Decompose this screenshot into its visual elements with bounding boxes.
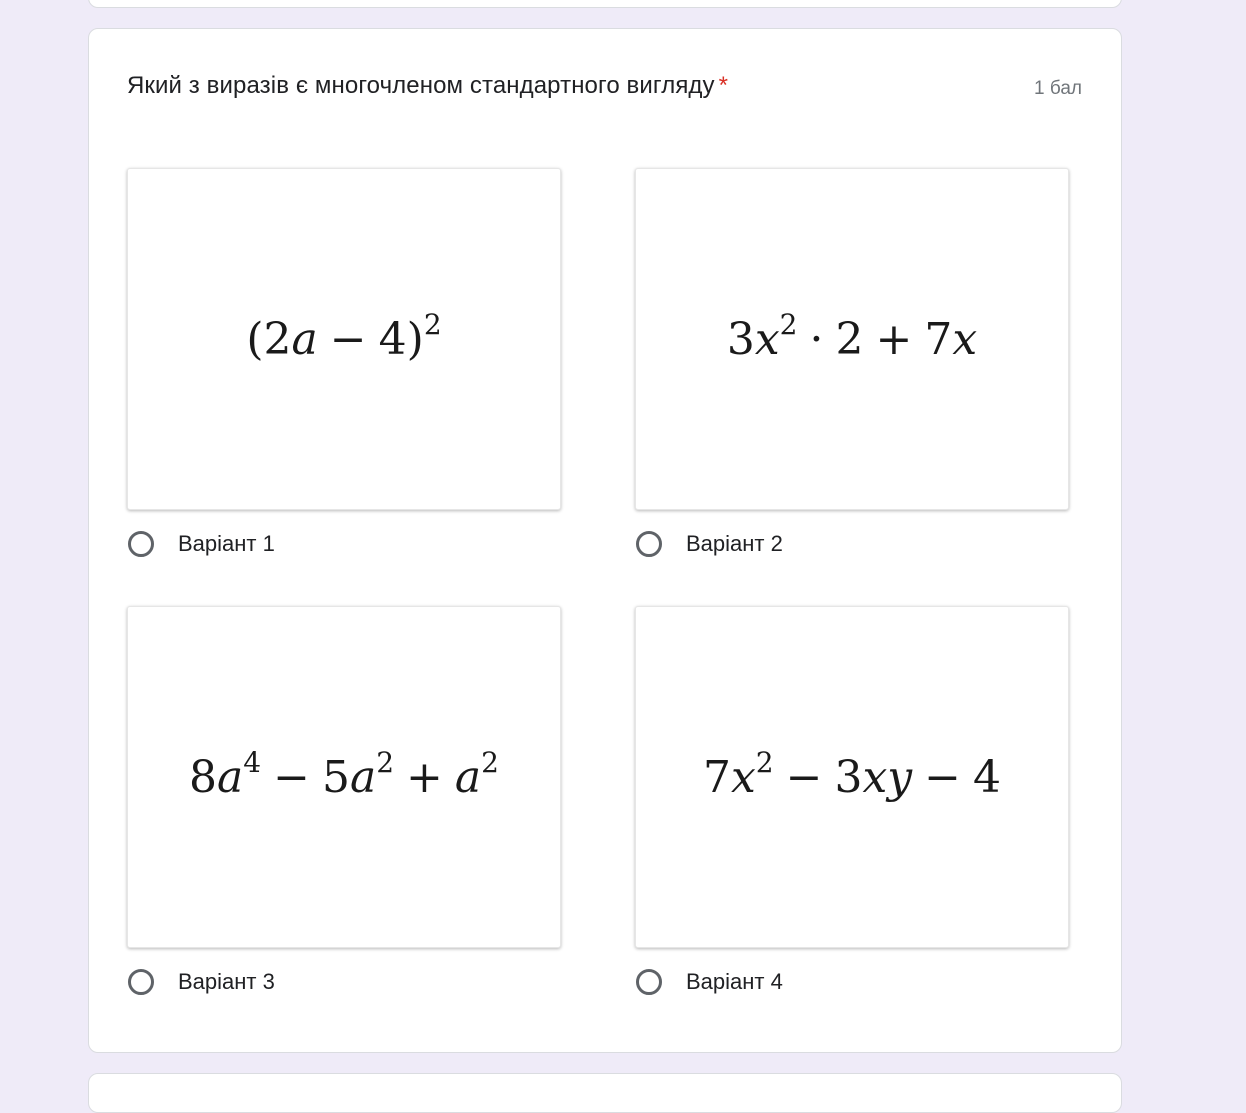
expr-term: 4 [973, 751, 1002, 803]
expr-term: 3 [834, 751, 863, 803]
expr-variable: xy [862, 751, 913, 803]
previous-question-card [88, 0, 1122, 8]
expr-exponent: 2 [423, 307, 442, 341]
expr-variable: a [291, 313, 318, 365]
question-text: Який з виразів є многочленом стандартного вигляду [127, 72, 715, 99]
expr-variable: a [217, 751, 244, 803]
expr-exponent: 2 [481, 745, 499, 779]
option-3-radio[interactable] [128, 969, 154, 995]
next-question-card [88, 1073, 1122, 1113]
option-4-image [635, 606, 1069, 948]
question-points: 1 бал [1034, 78, 1082, 99]
expr-term: 2 [835, 313, 864, 365]
option-2-label: Варіант 2 [686, 531, 783, 556]
option-1-choice[interactable] [127, 531, 275, 557]
expr-exponent: 2 [755, 745, 774, 779]
expr-operator: + [875, 313, 913, 365]
option-2-expression [726, 307, 978, 365]
option-1-expression [246, 307, 442, 365]
option-3-image [127, 606, 561, 948]
expr-term: (2 [246, 313, 292, 365]
expr-term: 3 [726, 313, 755, 365]
option-1-image [127, 168, 561, 510]
option-3-choice[interactable] [127, 969, 275, 995]
expr-variable: x [952, 313, 978, 365]
expr-operator: + [406, 751, 443, 803]
expr-exponent: 2 [376, 745, 395, 779]
option-3-expression [189, 745, 499, 803]
option-4-choice[interactable] [635, 969, 783, 995]
expr-operator: − [924, 751, 962, 803]
option-2-radio[interactable] [636, 531, 662, 557]
expr-exponent: 4 [243, 745, 262, 779]
option-4-label: Варіант 4 [686, 969, 783, 994]
expr-term: 5 [321, 751, 350, 803]
expr-operator: − [329, 313, 367, 365]
option-4-radio[interactable] [636, 969, 662, 995]
expr-variable: x [754, 313, 780, 365]
expr-variable: a [454, 751, 482, 803]
option-4-expression [702, 745, 1002, 803]
expr-term: 8 [189, 751, 218, 803]
expr-operator: − [785, 751, 823, 803]
required-asterisk: * [718, 72, 729, 99]
expr-variable: a [349, 751, 377, 803]
expr-term: 7 [924, 313, 953, 365]
expr-term: 7 [702, 751, 731, 803]
expr-exponent: 2 [779, 307, 798, 341]
expr-term: 4) [378, 313, 424, 365]
expr-operator: · [809, 313, 824, 365]
question-title [127, 72, 728, 100]
option-1-label: Варіант 1 [178, 531, 275, 556]
expr-operator: − [273, 751, 310, 803]
option-2-choice[interactable] [635, 531, 783, 557]
option-2-image [635, 168, 1069, 510]
expr-variable: x [730, 751, 756, 803]
option-3-label: Варіант 3 [178, 969, 275, 994]
option-1-radio[interactable] [128, 531, 154, 557]
